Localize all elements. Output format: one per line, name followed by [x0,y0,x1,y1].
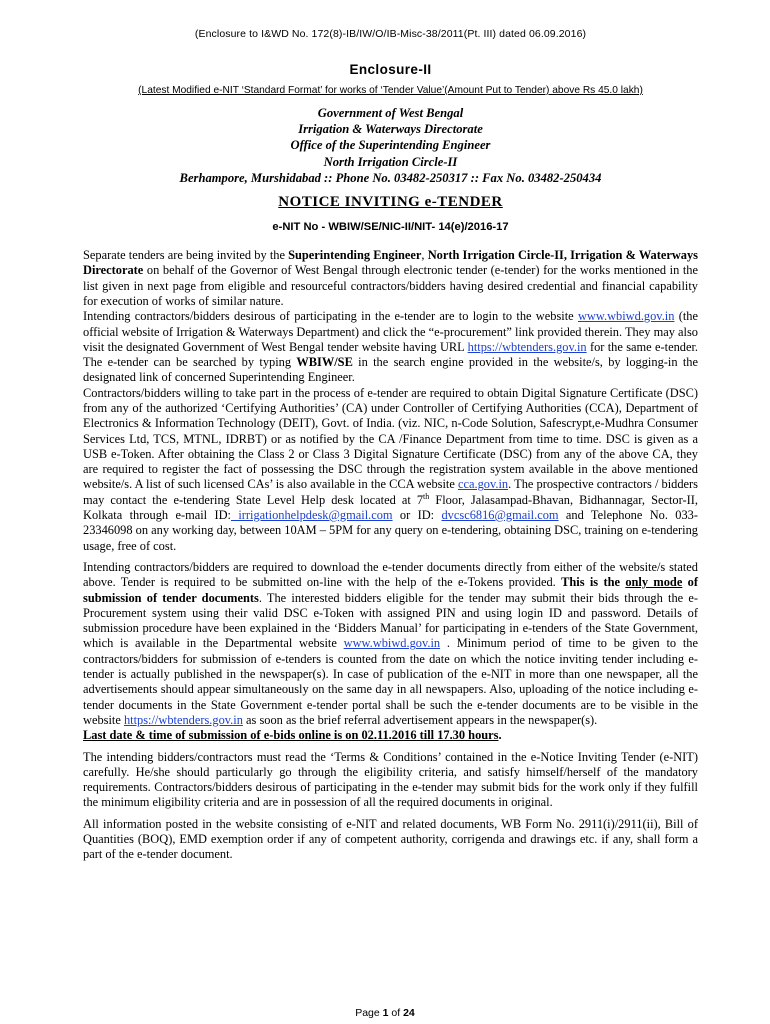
superscript: th [423,491,430,501]
text: Intending contractors/bidders are required to download the e-tender documents directly from either of the website/s stated above. Tender is required to be submitted on-line with the help of the e-Tokens provided. [83,559,698,590]
text: , [421,248,428,263]
paragraph-dsc [83,386,698,554]
paragraph-login [83,309,698,385]
format-subtitle: (Latest Modified e-NIT ‘Standard Format’ for works of ‘Tender Value’(Amount Put to Tender) above Rs 45.0 lakh) [138,85,643,96]
text: The intending bidders/contractors must read the ‘Terms & Conditions’ contained in the e-Notice Inviting Tender (e-NIT) carefully. He/she should particularly go through the eligibility criteria, and satisfy himself/herself of the mandatory requirements. Contractors/bidders desirous of participating in the e-tender may submit bids for the work only if they fulfill the minimum eligibility criteria and are in possession of all the required documents in original. [83,749,698,810]
text: as soon as the brief referral advertisement appears in the newspaper(s). [242,712,598,727]
bold-text: North Irrigation Circle-II, Irrigation & Waterways Directorate [83,248,699,278]
office-address-block [83,105,698,186]
paragraph-invitation [83,248,698,309]
page-current: 1 [382,1007,389,1019]
bold-text: . [498,728,502,743]
last-date-notice: Last date & time of submission of e-bids online is on 02.11.2016 till 17.30 hours [83,728,499,743]
text: Contractors/bidders willing to take part in the process of e-tender are required to obtain Digital Signature Certificate (DSC) from any of the authorized ‘Certifying Authorities’ (CA) under Controller of Certifying Authorities (CCA), Department of Electronics & Information Technology (DEIT), Govt. of India. (viz. NIC, n-Code Solution, Safescrypt,e-Mudhra Consumer Services Ltd, TCS, MTNL, IDRBT) or as notified by the CA /Finance Department from time to time. DSC is given as a USB e-Token. After obtaining the Class 2 or Class 3 Digital Signature Certificate (DSC) from any of the above CA, they are required to register the fact of possessing the DSC through the registration system available in the above mentioned website/s. A list of such licensed CAs’ is also available in the CCA website [83,385,698,492]
page-of: of [388,1007,404,1019]
link-wbiwd-website-2[interactable]: www.wbiwd.gov.in [343,636,441,651]
page-number [0,1007,770,1019]
paragraph-information [83,817,698,863]
bold-underline-text: only mode [625,575,683,590]
text: in the search engine provided in the website/s, by logging-in the designated link of concerned Superintending Engineer. [83,355,698,385]
bold-text: of submission of tender documents [83,575,698,605]
link-wbiwd-website[interactable]: www.wbiwd.gov.in [577,309,675,324]
text: Floor, Jalasampad-Bhavan, Bidhannagar, Sector-II, Kolkata through e-mail ID: [83,492,698,523]
text: Intending contractors/bidders desirous of participating in the e-tender are to login to the website [83,309,578,324]
office-circle: North Irrigation Circle-II [323,154,458,169]
text: (the official website of Irrigation & Waterways Department) and click the “e-procurement” link provided therein. They may also visit the designated Government of West Bengal tender website having URL [83,309,698,354]
text: on behalf of the Governor of West Bengal through electronic tender (e-tender) for the works mentioned in the list given in next page from eligible and resourceful contractors/bidders having desired credential and financial capability for execution of works of similar nature. [83,263,698,308]
link-dvcsc-email[interactable]: dvcsc6816@gmail.com [441,508,559,523]
office-directorate: Irrigation & Waterways Directorate [298,122,483,137]
enit-number: e-NIT No - WBIW/SE/NIC-II/NIT- 14(e)/2016-17 [272,221,509,234]
notice-title: NOTICE INVITING e-TENDER [278,194,503,211]
office-contact: Berhampore, Murshidabad :: Phone No. 03482-250317 :: Fax No. 03482-250434 [179,170,602,185]
link-wbtenders-website[interactable]: https://wbtenders.gov.in [467,339,587,354]
bold-text: WBIW/SE [296,355,353,370]
office-superintending-engineer: Office of the Superintending Engineer [290,138,491,153]
enclosure-title: Enclosure-II [349,62,432,77]
text: Separate tenders are being invited by the [83,248,289,263]
link-cca-website[interactable]: cca.gov.in [458,477,509,492]
link-helpdesk-email[interactable]: irrigationhelpdesk@gmail.com [231,508,393,523]
text: and Telephone No. 033-23346098 on any working day, between 10AM – 5PM for any query on e-tendering, obtaining DSC, training on e-tendering usage, free of cost. [83,508,699,553]
bold-text: This is the [561,575,626,590]
text: . The interested bidders eligible for the tender may submit their bids through the e-Procurement system using their valid DSC e-Token with assigned PIN and using login ID and password. Details of submission procedure have been explained in the ‘Bidders Manual’ for participating in e-tenders of the State Government, which is available in the Departmental website [83,590,698,651]
page-total: 24 [403,1007,415,1019]
text: . Minimum period of time to be given to the contractors/bidders for submission of e-tenders is counted from the date on which the notice inviting tender including e-tender is actually published in the newspaper(s). In case of publication of the e-NIT in more than one newspaper, all the advertisements should appear simultaneously on the same day in all newspapers. Also, uploading of the notice including e-tender documents in the State Government e-tender portal shall be such the e-tender documents are to be visible in the website [83,636,698,727]
text: for the same e-tender. The e-tender can be searched by typing [83,339,698,370]
office-government: Government of West Bengal [317,106,464,120]
paragraph-terms [83,750,698,811]
enclosure-reference: (Enclosure to I&WD No. 172(8)-IB/IW/O/IB-Misc-38/2011(Pt. III) dated 06.09.2016) [194,28,587,40]
text: or ID: [392,508,442,523]
bold-text: Superintending Engineer [288,248,422,263]
text: . The prospective contractors / bidders may contact the e-tendering State Level Help desk located at 7 [83,477,698,507]
paragraph-submission [83,560,698,744]
page-prefix: Page [355,1007,383,1019]
text: All information posted in the website consisting of e-NIT and related documents, WB Form No. 2911(i)/2911(ii), Bill of Quantities (BOQ), EMD exemption order if any of competent authority, corrigenda and drawings etc. if any, shall form a part of the e-tender document. [83,816,698,862]
link-wbtenders-website-2[interactable]: https://wbtenders.gov.in [123,712,243,727]
